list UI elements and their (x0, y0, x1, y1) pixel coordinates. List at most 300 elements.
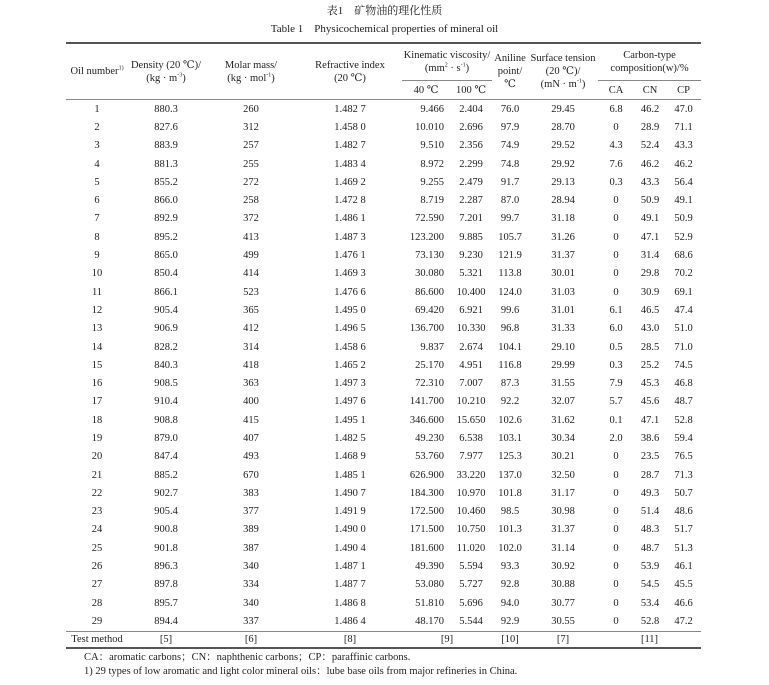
cell-refractive-index: 1.497 3 (334, 378, 366, 390)
cell-molar-mass: 377 (243, 506, 259, 518)
cell-molar-mass: 493 (243, 451, 259, 463)
cell-ca: 6.8 (609, 103, 623, 115)
cell-surface-tension: 31.37 (551, 250, 575, 262)
header-refractive-index: Refractive index (20 ℃) (298, 43, 402, 100)
header-carbon-type: Carbon-type composition(w)/% (598, 43, 701, 81)
cell-cn: 47.1 (640, 231, 660, 243)
cell-density: 901.8 (154, 542, 178, 554)
cell-aniline-point: 101.8 (498, 487, 522, 499)
cell-surface-tension: 31.26 (551, 231, 575, 243)
cell-density: 905.4 (154, 304, 178, 316)
cell-visc-40: 72.590 (415, 213, 444, 225)
cell-ca: 0 (613, 561, 619, 573)
cell-oil-number: 12 (91, 304, 103, 316)
cell-oil-number: 3 (94, 140, 100, 152)
cell-molar-mass: 413 (243, 231, 259, 243)
cell-surface-tension: 29.13 (551, 176, 575, 188)
cell-oil-number: 8 (94, 231, 100, 243)
cell-visc-100: 9.885 (459, 231, 483, 243)
cell-cn: 28.5 (640, 341, 660, 353)
cell-aniline-point: 102.0 (498, 542, 522, 554)
cell-ca: 0 (613, 597, 619, 609)
table-row (66, 210, 701, 228)
cell-surface-tension: 29.99 (551, 359, 575, 371)
cell-surface-tension: 28.94 (551, 195, 575, 207)
mineral-oil-properties-table (66, 42, 701, 649)
cell-refractive-index: 1.495 0 (334, 304, 366, 316)
cell-refractive-index: 1.465 2 (334, 359, 366, 371)
cell-oil-number: 1 (94, 103, 100, 115)
cell-surface-tension: 31.17 (551, 487, 575, 499)
cell-cn: 51.4 (640, 506, 660, 518)
cell-refractive-index: 1.487 1 (334, 561, 366, 573)
table-with-notes (66, 42, 701, 679)
cell-cn: 49.1 (640, 213, 660, 225)
cell-aniline-point: 99.6 (500, 304, 520, 316)
cell-cn: 53.4 (640, 597, 660, 609)
cell-surface-tension: 30.88 (551, 579, 575, 591)
cell-oil-number: 19 (91, 432, 103, 444)
cell-molar-mass: 407 (243, 432, 259, 444)
ref-carbon: [11] (598, 631, 701, 648)
cell-cn: 25.2 (640, 359, 660, 371)
cell-visc-100: 33.220 (456, 469, 486, 481)
cell-surface-tension: 30.01 (551, 268, 575, 280)
cell-density: 908.8 (154, 414, 178, 426)
cell-surface-tension: 29.10 (551, 341, 575, 353)
cell-cn: 47.1 (640, 414, 660, 426)
cell-cp: 46.2 (674, 158, 693, 170)
cell-visc-100: 6.538 (459, 432, 483, 444)
cell-visc-100: 6.921 (459, 304, 483, 316)
cell-refractive-index: 1.496 5 (334, 323, 366, 335)
cell-aniline-point: 125.3 (498, 451, 522, 463)
table-row (66, 301, 701, 319)
cell-cn: 52.8 (640, 615, 660, 627)
cell-visc-100: 10.460 (456, 506, 486, 518)
cell-cp: 46.8 (674, 378, 693, 390)
cell-ca: 0 (613, 195, 619, 207)
cell-visc-40: 86.600 (415, 286, 444, 298)
cell-molar-mass: 363 (243, 378, 259, 390)
cell-molar-mass: 312 (243, 121, 259, 133)
cell-refractive-index: 1.486 8 (334, 597, 366, 609)
cell-aniline-point: 98.5 (500, 506, 520, 518)
cell-cp: 47.2 (674, 615, 693, 627)
cell-surface-tension: 30.77 (551, 597, 575, 609)
cell-ca: 7.9 (609, 378, 623, 390)
cell-molar-mass: 387 (243, 542, 259, 554)
cell-oil-number: 7 (94, 213, 100, 225)
cell-molar-mass: 418 (243, 359, 259, 371)
cell-ca: 6.0 (609, 323, 623, 335)
cell-oil-number: 14 (91, 341, 103, 353)
cell-molar-mass: 334 (243, 579, 259, 591)
cell-aniline-point: 92.8 (500, 579, 520, 591)
cell-oil-number: 29 (91, 615, 103, 627)
header-density: Density (20 ℃)/ $(kg \cdot m^{-3})$ (128, 43, 204, 100)
cell-oil-number: 18 (91, 414, 103, 426)
header-oil-number: Oil number$^{1)}$ (66, 43, 128, 100)
header-surface-tension: Surface tension (20 ℃)/ $(mN \cdot m^{-1})$ (528, 43, 598, 100)
cell-visc-100: 10.750 (456, 524, 486, 536)
cell-cp: 45.5 (674, 579, 693, 591)
cell-cn: 38.6 (640, 432, 660, 444)
cell-oil-number: 6 (94, 195, 100, 207)
cell-visc-40: 49.230 (415, 432, 444, 444)
cell-cp: 43.3 (674, 140, 693, 152)
cell-oil-number: 25 (91, 542, 103, 554)
caption-chinese: 表1 矿物油的理化性质 (326, 5, 443, 17)
cell-surface-tension: 31.33 (551, 323, 575, 335)
cell-aniline-point: 104.1 (498, 341, 522, 353)
cell-density: 895.2 (154, 231, 178, 243)
cell-visc-40: 181.600 (409, 542, 444, 554)
cell-molar-mass: 365 (243, 304, 259, 316)
table-row (66, 283, 701, 301)
cell-refractive-index: 1.486 4 (334, 615, 366, 627)
cell-cn: 45.6 (640, 396, 660, 408)
cell-visc-40: 51.810 (415, 597, 444, 609)
cell-aniline-point: 91.7 (500, 176, 520, 188)
cell-visc-100: 2.356 (459, 140, 483, 152)
cell-cp: 51.7 (674, 524, 693, 536)
cell-visc-100: 10.210 (456, 396, 486, 408)
cell-ca: 0 (613, 579, 619, 591)
header-cp: CP (666, 81, 701, 100)
cell-cp: 46.6 (674, 597, 693, 609)
cell-refractive-index: 1.486 1 (334, 213, 366, 225)
cell-refractive-index: 1.469 2 (334, 176, 366, 188)
cell-aniline-point: 113.8 (498, 268, 522, 280)
cell-visc-40: 30.080 (415, 268, 444, 280)
cell-visc-40: 9.255 (420, 176, 444, 188)
table-row (66, 320, 701, 338)
cell-refractive-index: 1.487 3 (334, 231, 366, 243)
cell-visc-100: 2.479 (459, 176, 483, 188)
cell-refractive-index: 1.482 7 (334, 103, 366, 115)
cell-visc-100: 5.727 (459, 579, 483, 591)
cell-ca: 0.5 (609, 341, 623, 353)
cell-cp: 74.5 (674, 359, 693, 371)
cell-oil-number: 5 (94, 176, 100, 188)
cell-density: 880.3 (154, 103, 178, 115)
table-row (66, 338, 701, 356)
cell-visc-100: 10.400 (456, 286, 486, 298)
cell-cn: 48.7 (640, 542, 660, 554)
cell-cp: 51.3 (674, 542, 693, 554)
cell-cp: 76.5 (674, 451, 693, 463)
cell-density: 897.8 (154, 579, 178, 591)
cell-density: 827.6 (154, 121, 178, 133)
cell-aniline-point: 74.9 (500, 140, 520, 152)
cell-visc-100: 10.970 (456, 487, 486, 499)
cell-density: 865.0 (154, 250, 178, 262)
cell-visc-100: 5.594 (459, 561, 483, 573)
cell-aniline-point: 102.6 (498, 414, 522, 426)
header-ca: CA (598, 81, 634, 100)
table-row (66, 155, 701, 173)
cell-molar-mass: 260 (243, 103, 259, 115)
cell-density: 840.3 (154, 359, 178, 371)
cell-refractive-index: 1.495 1 (334, 414, 366, 426)
cell-visc-40: 9.466 (420, 103, 444, 115)
cell-visc-40: 346.600 (409, 414, 444, 426)
cell-cp: 47.0 (674, 103, 693, 115)
cell-oil-number: 2 (94, 121, 100, 133)
cell-refractive-index: 1.490 4 (334, 542, 366, 554)
table-row (66, 228, 701, 246)
cell-ca: 0 (613, 469, 619, 481)
cell-visc-100: 11.020 (456, 542, 486, 554)
cell-ca: 0 (613, 451, 619, 463)
cell-aniline-point: 105.7 (498, 231, 522, 243)
cell-molar-mass: 372 (243, 213, 259, 225)
cell-aniline-point: 93.3 (500, 561, 520, 573)
cell-cp: 51.0 (674, 323, 693, 335)
cell-cn: 31.4 (640, 250, 660, 262)
cell-surface-tension: 31.03 (551, 286, 575, 298)
cell-visc-100: 5.321 (459, 268, 483, 280)
cell-cp: 46.1 (674, 561, 693, 573)
cell-density: 892.9 (154, 213, 178, 225)
cell-molar-mass: 415 (243, 414, 259, 426)
cell-surface-tension: 29.52 (551, 140, 575, 152)
cell-oil-number: 27 (91, 579, 103, 591)
cell-aniline-point: 97.9 (500, 121, 520, 133)
cell-cp: 50.9 (674, 213, 693, 225)
cell-oil-number: 17 (91, 396, 103, 408)
cell-surface-tension: 31.18 (551, 213, 575, 225)
cell-surface-tension: 30.98 (551, 506, 575, 518)
cell-visc-40: 8.719 (420, 195, 444, 207)
caption-english: Table 1 Physicochemical properties of mineral oil (270, 23, 499, 35)
cell-ca: 0 (613, 286, 619, 298)
table-row (66, 411, 701, 429)
cell-aniline-point: 92.2 (500, 396, 520, 408)
cell-aniline-point: 87.0 (500, 195, 520, 207)
cell-cp: 48.6 (674, 506, 693, 518)
cell-ca: 0.3 (609, 176, 623, 188)
cell-cn: 30.9 (640, 286, 660, 298)
cell-oil-number: 16 (91, 378, 103, 390)
cell-refractive-index: 1.482 5 (334, 432, 366, 444)
table-row (66, 137, 701, 155)
cell-cn: 43.0 (640, 323, 660, 335)
cell-cp: 71.3 (674, 469, 693, 481)
cell-molar-mass: 337 (243, 615, 259, 627)
cell-ca: 0 (613, 524, 619, 536)
cell-visc-40: 8.972 (420, 158, 444, 170)
cell-oil-number: 26 (91, 561, 103, 573)
cell-cp: 47.4 (674, 304, 693, 316)
cell-cn: 50.9 (640, 195, 660, 207)
ref-surface: [7] (528, 631, 598, 648)
cell-aniline-point: 99.7 (500, 213, 520, 225)
cell-visc-40: 9.510 (420, 140, 444, 152)
cell-aniline-point: 116.8 (498, 359, 522, 371)
cell-cp: 71.1 (674, 121, 693, 133)
table-row (66, 356, 701, 374)
table-row (66, 576, 701, 594)
header-visc-40: 40 ℃ (402, 81, 450, 100)
cell-density: 896.3 (154, 561, 178, 573)
cell-cp: 68.6 (674, 250, 693, 262)
cell-refractive-index: 1.490 0 (334, 524, 366, 536)
cell-refractive-index: 1.472 8 (334, 195, 366, 207)
cell-visc-100: 2.696 (459, 121, 483, 133)
cell-refractive-index: 1.482 7 (334, 140, 366, 152)
cell-oil-number: 13 (91, 323, 103, 335)
cell-ca: 0 (613, 506, 619, 518)
cell-molar-mass: 383 (243, 487, 259, 499)
cell-molar-mass: 412 (243, 323, 259, 335)
ref-viscosity: [9] (402, 631, 492, 648)
table-row (66, 429, 701, 447)
cell-surface-tension: 29.92 (551, 158, 575, 170)
cell-ca: 0 (613, 542, 619, 554)
cell-cn: 46.2 (640, 103, 660, 115)
cell-refractive-index: 1.483 4 (334, 158, 366, 170)
header-aniline-point: Aniline point/℃ (492, 43, 528, 100)
cell-molar-mass: 314 (243, 341, 259, 353)
header-cn: CN (634, 81, 666, 100)
table-row (66, 191, 701, 209)
table-row (66, 246, 701, 264)
table-row (66, 448, 701, 466)
cell-oil-number: 24 (91, 524, 103, 536)
cell-surface-tension: 32.07 (551, 396, 575, 408)
cell-ca: 0 (613, 213, 619, 225)
cell-refractive-index: 1.485 1 (334, 469, 366, 481)
cell-aniline-point: 137.0 (498, 469, 522, 481)
cell-aniline-point: 121.9 (498, 250, 522, 262)
cell-cp: 71.0 (674, 341, 693, 353)
table-row (66, 374, 701, 392)
cell-visc-100: 5.544 (459, 615, 483, 627)
table-row (66, 466, 701, 484)
cell-visc-40: 172.500 (409, 506, 444, 518)
cell-aniline-point: 96.8 (500, 323, 520, 335)
cell-cp: 70.2 (674, 268, 693, 280)
cell-density: 881.3 (154, 158, 178, 170)
cell-aniline-point: 101.3 (498, 524, 522, 536)
cell-oil-number: 28 (91, 597, 103, 609)
cell-visc-40: 141.700 (409, 396, 444, 408)
cell-cn: 48.3 (640, 524, 660, 536)
header-kinematic-viscosity: Kinematic viscosity/ $(mm^2 \cdot s^{-1})$ (402, 43, 492, 81)
cell-cn: 29.8 (640, 268, 660, 280)
cell-surface-tension: 30.55 (551, 615, 575, 627)
footnotes (66, 651, 701, 679)
cell-refractive-index: 1.458 0 (334, 121, 366, 133)
cell-density: 908.5 (154, 378, 178, 390)
cell-refractive-index: 1.491 9 (334, 506, 366, 518)
cell-density: 883.9 (154, 140, 178, 152)
cell-visc-40: 72.310 (415, 378, 444, 390)
cell-visc-100: 2.404 (459, 103, 483, 115)
footnote-abbreviations: CA：aromatic carbons；CN：naphthenic carbons；CP：paraffinic carbons. (84, 651, 411, 663)
ref-refractive: [8] (298, 631, 402, 648)
cell-surface-tension: 30.34 (551, 432, 575, 444)
cell-surface-tension: 31.62 (551, 414, 575, 426)
cell-visc-100: 7.201 (459, 213, 483, 225)
cell-cp: 59.4 (674, 432, 693, 444)
cell-visc-40: 48.170 (415, 615, 444, 627)
cell-visc-100: 2.287 (459, 195, 483, 207)
cell-ca: 0 (613, 121, 619, 133)
cell-density: 828.2 (154, 341, 178, 353)
cell-aniline-point: 103.1 (498, 432, 522, 444)
cell-refractive-index: 1.468 9 (334, 451, 366, 463)
table-row (66, 173, 701, 191)
cell-oil-number: 22 (91, 487, 103, 499)
cell-ca: 0 (613, 250, 619, 262)
cell-refractive-index: 1.497 6 (334, 396, 366, 408)
cell-visc-40: 69.420 (415, 304, 444, 316)
ref-aniline: [10] (492, 631, 528, 648)
cell-refractive-index: 1.476 1 (334, 250, 366, 262)
cell-density: 866.1 (154, 286, 178, 298)
cell-cp: 48.7 (674, 396, 693, 408)
cell-cn: 28.7 (640, 469, 660, 481)
table-row (66, 539, 701, 557)
cell-visc-100: 2.674 (459, 341, 483, 353)
table-row (66, 503, 701, 521)
cell-oil-number: 21 (91, 469, 103, 481)
test-method-row (66, 631, 701, 648)
table-row (66, 484, 701, 502)
cell-surface-tension: 31.14 (551, 542, 575, 554)
cell-density: 900.8 (154, 524, 178, 536)
cell-ca: 2.0 (609, 432, 623, 444)
cell-cp: 69.1 (674, 286, 693, 298)
cell-aniline-point: 76.0 (500, 103, 520, 115)
cell-molar-mass: 499 (243, 250, 259, 262)
cell-refractive-index: 1.469 3 (334, 268, 366, 280)
table-row (66, 594, 701, 612)
ref-molar: [6] (204, 631, 298, 648)
table-row (66, 557, 701, 575)
cell-aniline-point: 94.0 (500, 597, 520, 609)
header-molar-mass: Molar mass/ (kg · mol$^{-1}$) (204, 43, 298, 100)
cell-visc-40: 49.390 (415, 561, 444, 573)
cell-surface-tension: 31.37 (551, 524, 575, 536)
cell-surface-tension: 31.01 (551, 304, 575, 316)
cell-visc-100: 10.330 (456, 323, 486, 335)
cell-ca: 0 (613, 231, 619, 243)
ref-density: [5] (128, 631, 204, 648)
cell-visc-40: 25.170 (415, 359, 444, 371)
cell-cp: 50.7 (674, 487, 693, 499)
cell-visc-40: 73.130 (415, 250, 444, 262)
cell-density: 850.4 (154, 268, 178, 280)
cell-ca: 4.3 (609, 140, 623, 152)
cell-visc-100: 7.977 (459, 451, 483, 463)
cell-density: 847.4 (154, 451, 178, 463)
header-visc-100: 100 ℃ (450, 81, 492, 100)
cell-visc-100: 2.299 (459, 158, 483, 170)
cell-cn: 43.3 (640, 176, 660, 188)
cell-visc-40: 53.760 (415, 451, 444, 463)
cell-ca: 0.3 (609, 359, 623, 371)
cell-cn: 46.2 (640, 158, 660, 170)
test-method-label: Test method (66, 631, 128, 648)
cell-ca: 0 (613, 615, 619, 627)
cell-cn: 45.3 (640, 378, 660, 390)
cell-visc-100: 9.230 (459, 250, 483, 262)
cell-visc-100: 15.650 (456, 414, 486, 426)
